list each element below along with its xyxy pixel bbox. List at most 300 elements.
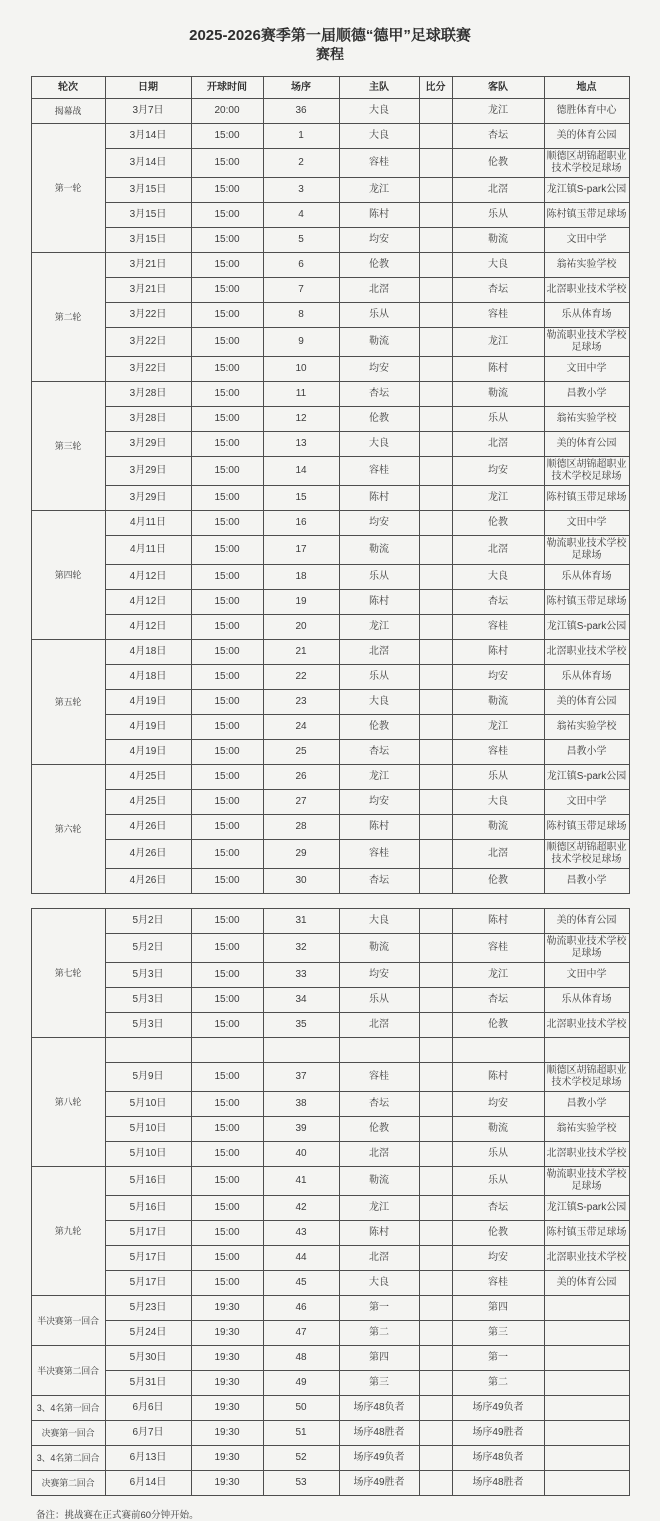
cell-home: 乐从 <box>339 303 419 328</box>
cell-time: 15:00 <box>191 1196 263 1221</box>
round-cell: 第九轮 <box>31 1167 105 1296</box>
cell-venue <box>544 1421 629 1446</box>
cell-away: 勒流 <box>452 690 544 715</box>
cell-venue <box>544 1296 629 1321</box>
table-row <box>31 1246 629 1271</box>
cell-home: 陈村 <box>339 1221 419 1246</box>
cell-score <box>419 278 452 303</box>
table-row <box>31 511 629 536</box>
cell-home: 杏坛 <box>339 869 419 894</box>
cell-match-no: 20 <box>263 615 339 640</box>
cell-away: 杏坛 <box>452 1196 544 1221</box>
table-row <box>31 1117 629 1142</box>
cell-venue: 美的体育公园 <box>544 124 629 149</box>
cell-score <box>419 1013 452 1038</box>
cell-score <box>419 590 452 615</box>
cell-score <box>419 988 452 1013</box>
cell-match-no: 5 <box>263 228 339 253</box>
cell-time: 19:30 <box>191 1321 263 1346</box>
cell-score <box>419 934 452 963</box>
table-row <box>31 690 629 715</box>
cell-home: 勒流 <box>339 934 419 963</box>
cell-date: 4月18日 <box>105 665 191 690</box>
cell-match-no: 9 <box>263 328 339 357</box>
table-row <box>31 382 629 407</box>
cell-home: 第四 <box>339 1346 419 1371</box>
cell-home: 勒流 <box>339 1167 419 1196</box>
cell-score <box>419 815 452 840</box>
table-row <box>31 640 629 665</box>
cell-date: 3月22日 <box>105 357 191 382</box>
cell-time: 15:00 <box>191 1246 263 1271</box>
cell-date: 5月3日 <box>105 1013 191 1038</box>
cell-home: 乐从 <box>339 565 419 590</box>
cell-venue: 文田中学 <box>544 511 629 536</box>
round-cell: 第五轮 <box>31 640 105 765</box>
cell-score <box>419 253 452 278</box>
cell-match-no: 46 <box>263 1296 339 1321</box>
cell-home: 勒流 <box>339 536 419 565</box>
cell-match-no: 42 <box>263 1196 339 1221</box>
table-row <box>31 1421 629 1446</box>
cell-home: 大良 <box>339 124 419 149</box>
cell-date: 4月25日 <box>105 790 191 815</box>
table-row <box>31 328 629 357</box>
cell-time: 15:00 <box>191 1142 263 1167</box>
cell-home: 杏坛 <box>339 382 419 407</box>
cell-match-no: 6 <box>263 253 339 278</box>
cell-home: 容桂 <box>339 149 419 178</box>
cell-time: 15:00 <box>191 178 263 203</box>
cell-away: 龙江 <box>452 99 544 124</box>
cell-date: 5月2日 <box>105 909 191 934</box>
cell-time: 15:00 <box>191 536 263 565</box>
cell-away: 勒流 <box>452 1117 544 1142</box>
cell-match-no: 17 <box>263 536 339 565</box>
cell-time: 15:00 <box>191 124 263 149</box>
column-header: 场序 <box>263 77 339 99</box>
cell-date: 3月15日 <box>105 203 191 228</box>
table-row <box>31 615 629 640</box>
cell-time: 15:00 <box>191 909 263 934</box>
cell-time: 15:00 <box>191 357 263 382</box>
cell-away: 北滘 <box>452 432 544 457</box>
table-row <box>31 1142 629 1167</box>
cell-score <box>419 963 452 988</box>
cell-away: 伦教 <box>452 1013 544 1038</box>
cell-match-no: 47 <box>263 1321 339 1346</box>
cell-time: 15:00 <box>191 790 263 815</box>
cell-time: 19:30 <box>191 1396 263 1421</box>
cell-date: 5月23日 <box>105 1296 191 1321</box>
cell-away: 龙江 <box>452 486 544 511</box>
cell-home: 第二 <box>339 1321 419 1346</box>
cell-match-no: 14 <box>263 457 339 486</box>
cell-away: 杏坛 <box>452 590 544 615</box>
table-row <box>31 790 629 815</box>
cell-venue: 陈村镇玉带足球场 <box>544 1221 629 1246</box>
round-cell: 第二轮 <box>31 253 105 382</box>
cell-date: 5月16日 <box>105 1167 191 1196</box>
cell-time: 19:30 <box>191 1346 263 1371</box>
cell-home: 均安 <box>339 790 419 815</box>
cell-time: 15:00 <box>191 715 263 740</box>
table-row <box>31 565 629 590</box>
table-row <box>31 840 629 869</box>
round-cell: 第八轮 <box>31 1038 105 1167</box>
cell-home: 乐从 <box>339 988 419 1013</box>
cell-away: 陈村 <box>452 357 544 382</box>
cell-match-no: 18 <box>263 565 339 590</box>
cell-away: 陈村 <box>452 1063 544 1092</box>
round-cell: 第四轮 <box>31 511 105 640</box>
cell-score <box>419 1421 452 1446</box>
cell-time: 15:00 <box>191 203 263 228</box>
cell-match-no: 32 <box>263 934 339 963</box>
cell-away: 第二 <box>452 1371 544 1396</box>
cell-date: 5月17日 <box>105 1271 191 1296</box>
cell-time: 15:00 <box>191 765 263 790</box>
cell-date: 4月12日 <box>105 615 191 640</box>
cell-home: 第一 <box>339 1296 419 1321</box>
cell-away <box>452 1038 544 1063</box>
cell-time: 19:30 <box>191 1446 263 1471</box>
cell-date: 4月26日 <box>105 815 191 840</box>
cell-date: 3月29日 <box>105 486 191 511</box>
table-row <box>31 740 629 765</box>
cell-home: 龙江 <box>339 765 419 790</box>
cell-away: 场序49胜者 <box>452 1421 544 1446</box>
cell-date: 3月21日 <box>105 278 191 303</box>
table-row <box>31 486 629 511</box>
cell-date: 6月7日 <box>105 1421 191 1446</box>
cell-match-no: 50 <box>263 1396 339 1421</box>
table-row <box>31 457 629 486</box>
table-row <box>31 934 629 963</box>
cell-away: 场序48负者 <box>452 1446 544 1471</box>
cell-score <box>419 1396 452 1421</box>
cell-match-no: 8 <box>263 303 339 328</box>
table-row <box>31 1371 629 1396</box>
cell-venue <box>544 1396 629 1421</box>
cell-score <box>419 1117 452 1142</box>
round-cell: 第三轮 <box>31 382 105 511</box>
cell-score <box>419 303 452 328</box>
cell-date: 6月6日 <box>105 1396 191 1421</box>
cell-away: 龙江 <box>452 715 544 740</box>
cell-venue: 顺德区胡锦超职业技术学校足球场 <box>544 149 629 178</box>
cell-score <box>419 840 452 869</box>
cell-home: 勒流 <box>339 328 419 357</box>
cell-home: 龙江 <box>339 615 419 640</box>
cell-date: 5月30日 <box>105 1346 191 1371</box>
cell-date: 5月16日 <box>105 1196 191 1221</box>
cell-venue: 德胜体育中心 <box>544 99 629 124</box>
cell-score <box>419 1371 452 1396</box>
cell-away: 均安 <box>452 1092 544 1117</box>
cell-match-no: 38 <box>263 1092 339 1117</box>
cell-score <box>419 1038 452 1063</box>
table-row <box>31 1063 629 1092</box>
cell-date: 5月2日 <box>105 934 191 963</box>
column-header: 主队 <box>339 77 419 99</box>
cell-date: 3月29日 <box>105 432 191 457</box>
cell-away: 北滘 <box>452 536 544 565</box>
cell-score <box>419 690 452 715</box>
cell-home: 场序49负者 <box>339 1446 419 1471</box>
table-row <box>31 407 629 432</box>
cell-time: 19:30 <box>191 1296 263 1321</box>
cell-venue: 昌教小学 <box>544 740 629 765</box>
cell-venue <box>544 1038 629 1063</box>
cell-match-no: 1 <box>263 124 339 149</box>
cell-time: 15:00 <box>191 963 263 988</box>
cell-score <box>419 511 452 536</box>
cell-venue: 美的体育公园 <box>544 690 629 715</box>
cell-time: 15:00 <box>191 615 263 640</box>
schedule-table-rounds-7-final <box>31 908 630 1496</box>
cell-home: 龙江 <box>339 1196 419 1221</box>
cell-time <box>191 1038 263 1063</box>
cell-match-no: 35 <box>263 1013 339 1038</box>
cell-score <box>419 615 452 640</box>
cell-away: 杏坛 <box>452 124 544 149</box>
cell-home: 场序48负者 <box>339 1396 419 1421</box>
cell-score <box>419 1471 452 1496</box>
cell-score <box>419 203 452 228</box>
cell-time: 15:00 <box>191 988 263 1013</box>
cell-venue: 北滘职业技术学校 <box>544 1246 629 1271</box>
cell-away: 第四 <box>452 1296 544 1321</box>
cell-away: 均安 <box>452 1246 544 1271</box>
cell-away: 第三 <box>452 1321 544 1346</box>
cell-date: 4月12日 <box>105 565 191 590</box>
column-header: 比分 <box>419 77 452 99</box>
cell-home: 北滘 <box>339 1246 419 1271</box>
cell-match-no: 28 <box>263 815 339 840</box>
table-row <box>31 665 629 690</box>
cell-time: 15:00 <box>191 815 263 840</box>
cell-away: 龙江 <box>452 328 544 357</box>
cell-score <box>419 1446 452 1471</box>
cell-venue: 顺德区胡锦超职业技术学校足球场 <box>544 840 629 869</box>
cell-away: 乐从 <box>452 1142 544 1167</box>
cell-score <box>419 1246 452 1271</box>
table-row <box>31 715 629 740</box>
round-cell: 3、4名第一回合 <box>31 1396 105 1421</box>
cell-away: 勒流 <box>452 382 544 407</box>
cell-score <box>419 790 452 815</box>
cell-home: 大良 <box>339 909 419 934</box>
cell-home: 杏坛 <box>339 1092 419 1117</box>
cell-date: 6月13日 <box>105 1446 191 1471</box>
table-row <box>31 988 629 1013</box>
cell-venue: 勒流职业技术学校足球场 <box>544 1167 629 1196</box>
table-row <box>31 1196 629 1221</box>
cell-score <box>419 565 452 590</box>
cell-home: 北滘 <box>339 1013 419 1038</box>
cell-away: 杏坛 <box>452 988 544 1013</box>
cell-venue: 昌教小学 <box>544 1092 629 1117</box>
cell-time: 15:00 <box>191 869 263 894</box>
cell-away: 场序49负者 <box>452 1396 544 1421</box>
cell-away: 伦教 <box>452 1221 544 1246</box>
cell-match-no: 26 <box>263 765 339 790</box>
cell-venue: 勒流职业技术学校足球场 <box>544 536 629 565</box>
table-row <box>31 357 629 382</box>
cell-score <box>419 869 452 894</box>
cell-score <box>419 536 452 565</box>
cell-venue: 昌教小学 <box>544 869 629 894</box>
cell-venue: 乐从体育场 <box>544 303 629 328</box>
table-row <box>31 1221 629 1246</box>
round-cell: 半决赛第一回合 <box>31 1296 105 1346</box>
cell-home: 陈村 <box>339 590 419 615</box>
cell-home: 大良 <box>339 432 419 457</box>
cell-date: 4月19日 <box>105 715 191 740</box>
cell-venue: 乐从体育场 <box>544 988 629 1013</box>
table-row <box>31 1271 629 1296</box>
table-row <box>31 1092 629 1117</box>
cell-home: 龙江 <box>339 178 419 203</box>
cell-home: 大良 <box>339 1271 419 1296</box>
round-cell: 半决赛第二回合 <box>31 1346 105 1396</box>
cell-time: 15:00 <box>191 1063 263 1092</box>
cell-date: 4月19日 <box>105 740 191 765</box>
cell-venue: 乐从体育场 <box>544 565 629 590</box>
cell-match-no: 51 <box>263 1421 339 1446</box>
cell-match-no: 4 <box>263 203 339 228</box>
column-header: 日期 <box>105 77 191 99</box>
cell-away: 勒流 <box>452 228 544 253</box>
cell-home: 大良 <box>339 690 419 715</box>
cell-score <box>419 357 452 382</box>
table-row <box>31 963 629 988</box>
cell-match-no: 31 <box>263 909 339 934</box>
cell-home: 陈村 <box>339 486 419 511</box>
cell-venue: 北滘职业技术学校 <box>544 1142 629 1167</box>
cell-date: 4月26日 <box>105 869 191 894</box>
cell-score <box>419 1167 452 1196</box>
cell-time: 15:00 <box>191 149 263 178</box>
cell-match-no: 37 <box>263 1063 339 1092</box>
cell-away: 均安 <box>452 457 544 486</box>
table-row <box>31 278 629 303</box>
cell-home: 陈村 <box>339 203 419 228</box>
cell-away: 场序48胜者 <box>452 1471 544 1496</box>
cell-score <box>419 640 452 665</box>
cell-match-no: 52 <box>263 1446 339 1471</box>
cell-match-no: 40 <box>263 1142 339 1167</box>
cell-venue: 美的体育公园 <box>544 909 629 934</box>
column-header: 地点 <box>544 77 629 99</box>
header-row <box>31 77 629 99</box>
table-row <box>31 432 629 457</box>
table-row <box>31 590 629 615</box>
cell-time: 15:00 <box>191 640 263 665</box>
cell-away: 容桂 <box>452 1271 544 1296</box>
cell-venue: 顺德区胡锦超职业技术学校足球场 <box>544 1063 629 1092</box>
cell-away: 伦教 <box>452 511 544 536</box>
cell-date: 5月24日 <box>105 1321 191 1346</box>
cell-time: 15:00 <box>191 1013 263 1038</box>
cell-home: 容桂 <box>339 1063 419 1092</box>
cell-venue: 陈村镇玉带足球场 <box>544 590 629 615</box>
cell-venue: 昌教小学 <box>544 382 629 407</box>
cell-away: 大良 <box>452 790 544 815</box>
cell-away: 伦教 <box>452 869 544 894</box>
cell-venue: 文田中学 <box>544 963 629 988</box>
cell-venue: 龙江镇S-park公园 <box>544 1196 629 1221</box>
cell-away: 乐从 <box>452 407 544 432</box>
cell-home: 大良 <box>339 99 419 124</box>
cell-time: 15:00 <box>191 934 263 963</box>
cell-date: 4月19日 <box>105 690 191 715</box>
cell-time: 15:00 <box>191 1167 263 1196</box>
round-cell: 3、4名第二回合 <box>31 1446 105 1471</box>
cell-match-no: 39 <box>263 1117 339 1142</box>
cell-time: 15:00 <box>191 486 263 511</box>
cell-match-no: 13 <box>263 432 339 457</box>
cell-match-no: 2 <box>263 149 339 178</box>
cell-away: 乐从 <box>452 765 544 790</box>
cell-date: 4月11日 <box>105 511 191 536</box>
cell-score <box>419 1296 452 1321</box>
cell-score <box>419 1063 452 1092</box>
cell-score <box>419 228 452 253</box>
table-row <box>31 1346 629 1371</box>
round-cell: 揭幕战 <box>31 99 105 124</box>
table-row <box>31 909 629 934</box>
table-row <box>31 1167 629 1196</box>
cell-match-no: 23 <box>263 690 339 715</box>
cell-time: 19:30 <box>191 1371 263 1396</box>
cell-match-no: 41 <box>263 1167 339 1196</box>
cell-date: 4月12日 <box>105 590 191 615</box>
cell-score <box>419 1321 452 1346</box>
cell-venue: 乐从体育场 <box>544 665 629 690</box>
cell-date: 3月29日 <box>105 457 191 486</box>
schedule-table-rounds-1-6 <box>31 76 630 894</box>
table-row <box>31 1321 629 1346</box>
cell-score <box>419 715 452 740</box>
cell-home: 伦教 <box>339 1117 419 1142</box>
cell-match-no: 34 <box>263 988 339 1013</box>
cell-match-no: 33 <box>263 963 339 988</box>
cell-venue: 翁祐实验学校 <box>544 1117 629 1142</box>
round-cell: 第六轮 <box>31 765 105 894</box>
cell-match-no: 49 <box>263 1371 339 1396</box>
cell-time: 15:00 <box>191 253 263 278</box>
table-row <box>31 1396 629 1421</box>
cell-score <box>419 1221 452 1246</box>
cell-match-no: 48 <box>263 1346 339 1371</box>
cell-date: 3月22日 <box>105 328 191 357</box>
page-title <box>0 0 660 64</box>
cell-date: 4月11日 <box>105 536 191 565</box>
cell-date <box>105 1038 191 1063</box>
cell-venue: 北滘职业技术学校 <box>544 640 629 665</box>
cell-time: 15:00 <box>191 690 263 715</box>
cell-score <box>419 486 452 511</box>
cell-away: 第一 <box>452 1346 544 1371</box>
cell-venue: 龙江镇S-park公园 <box>544 615 629 640</box>
cell-home: 容桂 <box>339 457 419 486</box>
cell-venue <box>544 1446 629 1471</box>
cell-match-no: 16 <box>263 511 339 536</box>
cell-venue: 文田中学 <box>544 228 629 253</box>
cell-venue <box>544 1471 629 1496</box>
